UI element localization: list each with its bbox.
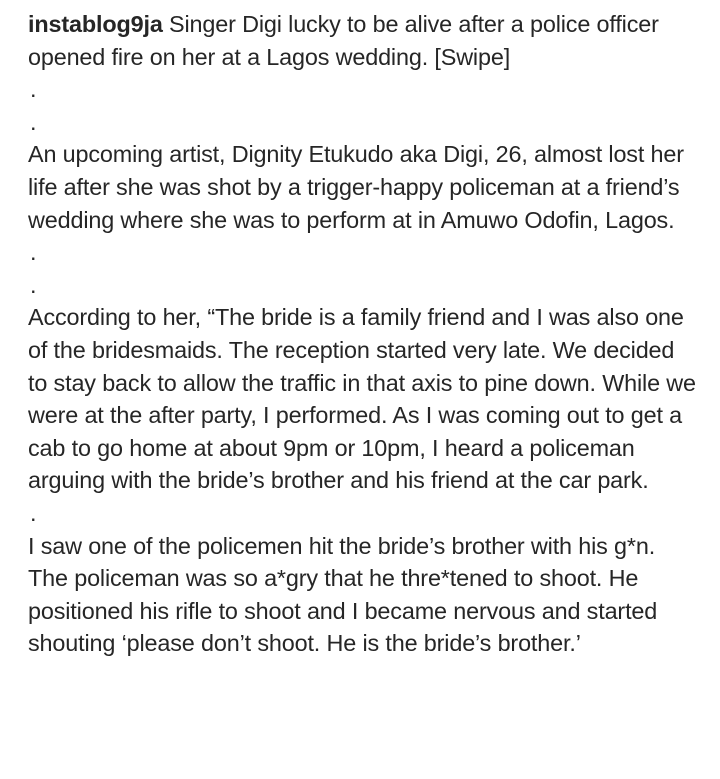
caption-paragraph-2: According to her, “The bride is a family friend and I was also one of the bridesmaids. The reception started very late. We decided to stay back to allow the traffic in that axis to pine down. While we were at the after party, I performed. As I was coming out to get a cab to go home at about 9pm or 10pm, I heard a policeman arguing with the bride’s brother and his friend at the car park. (28, 304, 696, 494)
caption-paragraph-3: I saw one of the policemen hit the bride’s brother with his g*n. The policeman was so a*gry that he thre*tened to shoot. He positioned his rifle to shoot and I became nervous and started shouting ‘please don’t shoot. He is the bride’s brother.’ (28, 532, 658, 657)
caption-paragraph-1: An upcoming artist, Dignity Etukudo aka Digi, 26, almost lost her life after she was shot by a trigger-happy policeman at a friend’s wedding where she was to perform at in Amuwo Odofin, Lagos. (28, 141, 684, 233)
username-link[interactable]: instablog9ja (28, 11, 163, 37)
headline-text: Singer Digi lucky to be alive after a police officer opened fire on her at a Lagos wedding. [Swipe] (28, 11, 659, 70)
caption-headline (28, 8, 696, 73)
separator-dot: . (30, 271, 37, 298)
separator-dot: . (30, 108, 37, 135)
separator-dot: . (30, 239, 37, 266)
separator-dot: . (30, 76, 37, 103)
separator-dot: . (30, 499, 37, 526)
